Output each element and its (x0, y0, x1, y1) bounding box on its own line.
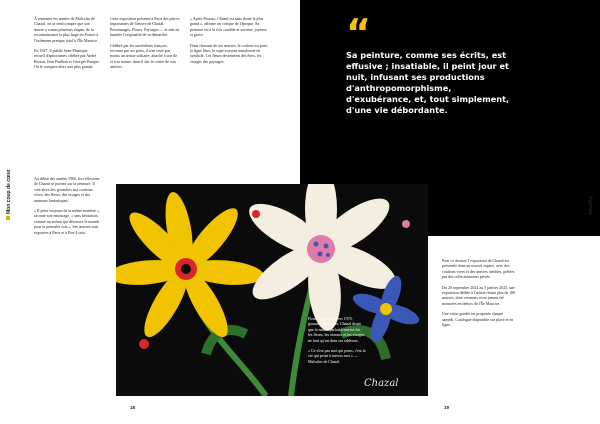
section-tab-left (6, 169, 12, 220)
paragraph: Au début des années 1960, les réflexions de Chazal se portent sur la peinture. Il crée alors des gouaches aux couleurs vives, des fleurs, des visages et des animaux fantastiques. (34, 176, 100, 203)
paragraph: À remonter les années de Malcolm de Chazal, on se rend compte que son œuvre a connu plusieurs étapes, de la reconnaissance la plus large en France à l'isolement presque total à l'Île Maurice. (34, 16, 99, 43)
quote-mark-icon: “ (346, 11, 371, 55)
paragraph: Fleurs sans nom, vers 1970, gouache sur papier. Chazal disait que la nature parlait à travers lui : les fleurs, les oiseaux et les visages ne font qu'un dans ses tableaux. (308, 316, 365, 343)
section-tab-marker (6, 216, 10, 220)
section-tab-right: Agenda (587, 196, 593, 215)
page-number-right: 19 (444, 405, 450, 410)
paragraph: « Ce n'est pas moi qui peins, c'est la vie qui peint à travers moi » — Malcolm de Chazal. (308, 348, 366, 364)
red-dot (139, 339, 149, 349)
flower-painting (116, 184, 428, 396)
article-column-2 (110, 16, 180, 75)
painting-image (116, 184, 428, 396)
paragraph: En 1947, il publie Sens-Plastique, recueil d'aphorismes célébré par André Breton, Jean Paulhan et Georges Braque. On le compare alors aux plus grands. (34, 48, 100, 70)
paragraph: Une visite guidée est proposée chaque samedi. Catalogue disponible sur place et en ligne. (442, 311, 514, 328)
painting-signature: Chazal (364, 378, 399, 389)
section-tab-label: Mon coup de cœur (6, 169, 12, 214)
article-column-1 (34, 16, 100, 75)
pink-dot (402, 220, 410, 228)
paragraph: Célébré par les surréalistes français, reconnu par ses pairs, il n'en reste pas moins un artiste solitaire, attaché à son île et à sa nature, dont il fait le centre de son univers. (110, 42, 178, 70)
pull-quote: Sa peinture, comme ses écrits, est effusive ; insatiable, il peint jour et nuit, infusant ses productions d'anthropomorphisme, d'exubérance, et, tout simplement, d'une vie débordante. (346, 50, 510, 115)
paragraph: Du 20 septembre 2024 au 5 janvier 2025, une exposition dédiée à l'artiste réunit plus de 100 œuvres, dont certaines n'ont jamais été montrées en dehors de l'Île Maurice. (442, 284, 516, 306)
article-column-3 (190, 16, 268, 69)
paragraph: Pour ce dossier, l'exposition de Chazal est présentée dans un nouvel espace, avec des couleurs vives et des œuvres inédites, prêtées par des collectionneurs privés. (442, 258, 515, 280)
page-number-left: 18 (130, 405, 136, 410)
paragraph: Dans chacune de ses œuvres, la couleur est pure, la ligne libre, le sujet souvent transformé en symbole. Les fleurs deviennent des êtres, les visages des paysages. (190, 42, 268, 64)
caption-column (308, 316, 366, 369)
red-dot (252, 210, 260, 218)
paragraph: Cette exposition présente à Paris des pièces importantes de l'œuvre de Chazal : Personnages, Fleurs, Paysages — et met en lumière l'originalité de sa démarche. (110, 16, 180, 38)
paragraph: « Il peint toujours de la même manière », raconte son entourage, « sans hésitation, comme un enfant qui découvre le monde pour la première fois ». Ses œuvres sont exposées à Paris et à Port-Louis. (34, 208, 100, 235)
info-column (442, 258, 516, 332)
article-column-1-continued (34, 176, 100, 240)
paragraph: « Après Picasso, Chazal est sans doute le plus grand », affirme un critique de l'époque. Sa peinture est à la fois candide et savante, joyeuse et grave. (190, 16, 267, 38)
